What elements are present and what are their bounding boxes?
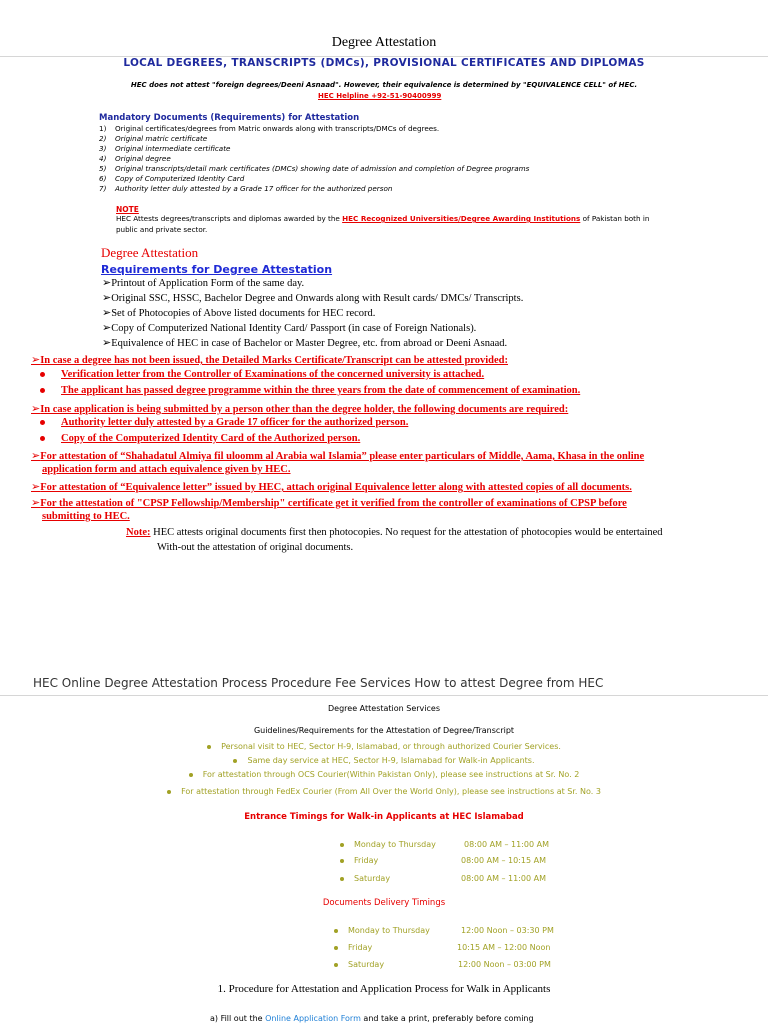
photocopy-note-line2: With-out the attestation of original documents.: [157, 542, 354, 553]
requirement-item: ➢Equivalence of HEC in case of Bachelor or Master Degree, etc. from abroad or Deeni Asnaad.: [102, 336, 508, 349]
note-text-line2: public and private sector.: [116, 225, 208, 234]
online-application-form-link[interactable]: Online Application Form: [265, 1014, 361, 1023]
guideline-bullet: For attestation through FedEx Courier (From All Over the World Only), please see instructions at Sr. No. 3: [0, 787, 768, 796]
list-item: 3) Original intermediate certificate: [99, 144, 231, 153]
procedure-step-a: a) Fill out the Online Application Form and take a print, preferably before coming: [210, 1014, 534, 1023]
foreign-degree-notice: HEC does not attest "foreign degrees/Deeni Asnaad". However, their equivalence is determined by "EQUIVALENCE CELL" of HEC.: [130, 81, 638, 89]
mandatory-heading: Mandatory Documents (Requirements) for Attestation: [99, 113, 360, 123]
requirement-item: ➢Set of Photocopies of Above listed documents for HEC record.: [102, 306, 376, 319]
note-label: Note:: [126, 527, 151, 538]
list-item: 6) Copy of Computerized Identity Card: [99, 174, 245, 183]
note-text: HEC Attests degrees/transcripts and diplomas awarded by the HEC Recognized Universities/Degree Awarding Institutions of Pakistan both in: [116, 214, 650, 223]
timing-row: Monday to Thursday: [340, 840, 436, 849]
requirement-item: ➢Original SSC, HSSC, Bachelor Degree and Onwards along with Result cards/ DMCs/ Transcripts.: [102, 291, 524, 304]
page-subtitle: LOCAL DEGREES, TRANSCRIPTS (DMCs), PROVISIONAL CERTIFICATES AND DIPLOMAS: [123, 57, 645, 69]
red-item: ➢In case a degree has not been issued, the Detailed Marks Certificate/Transcript can be attested provided:: [31, 353, 509, 366]
timing-row: Monday to Thursday: [334, 926, 430, 935]
online-process-title: HEC Online Degree Attestation Process Procedure Fee Services How to attest Degree from HEC: [33, 676, 604, 690]
timing-row: Friday: [334, 943, 372, 952]
red-item: ➢For attestation of “Equivalence letter” issued by HEC, attach original Equivalence letter along with attested copies of all documents.: [31, 480, 632, 493]
recognized-universities-link[interactable]: HEC Recognized Universities/Degree Awarding Institutions: [342, 214, 581, 223]
timing-row: Saturday: [334, 960, 384, 969]
timing-time: 08:00 AM – 10:15 AM: [461, 856, 547, 865]
red-item: ➢In case application is being submitted by a person other than the degree holder, the following documents are required:: [31, 402, 569, 415]
red-subitem: Verification letter from the Controller of Examinations of the concerned university is attached.: [40, 369, 484, 380]
timing-row: Friday: [340, 856, 378, 865]
guideline-bullet: Personal visit to HEC, Sector H-9, Islamabad, or through authorized Courier Services.: [0, 742, 768, 751]
list-item: 7) Authority letter duly attested by a Grade 17 officer for the authorized person: [99, 184, 393, 193]
red-subitem: Copy of the Computerized Identity Card of the Authorized person.: [40, 433, 360, 444]
guidelines-heading: Guidelines/Requirements for the Attestation of Degree/Transcript: [253, 726, 515, 735]
guideline-bullet: For attestation through OCS Courier(Within Pakistan Only), please see instructions at Sr. No. 2: [0, 770, 768, 779]
photocopy-note: Note: HEC attests original documents first then photocopies. No request for the attestation of photocopies would be entertained: [126, 527, 663, 538]
timing-time: 12:00 Noon – 03:30 PM: [461, 926, 554, 935]
red-item: ➢For the attestation of "CPSP Fellowship/Membership" certificate get it verified from the controller of examinations of CPSP before: [31, 496, 627, 509]
online-divider: [0, 695, 768, 696]
red-subitem: Authority letter duly attested by a Grade 17 officer for the authorized person.: [40, 417, 408, 428]
red-item-continued: submitting to HEC.: [42, 511, 130, 522]
red-item-continued: application form and attach equivalence given by HEC.: [42, 464, 291, 475]
hec-helpline[interactable]: HEC Helpline +92-51-90400999: [318, 92, 442, 100]
list-item: 5) Original transcripts/detail mark certificates (DMCs) showing date of admission and completion of Degree programs: [99, 164, 530, 173]
delivery-timings-heading: Documents Delivery Timings: [322, 898, 446, 908]
services-label: Degree Attestation Services: [328, 704, 440, 713]
guideline-bullet: Same day service at HEC, Sector H-9, Islamabad for Walk-in Applicants.: [0, 756, 768, 765]
note-label: NOTE: [116, 205, 139, 214]
page-title: Degree Attestation: [331, 35, 437, 50]
requirements-heading: Requirements for Degree Attestation: [101, 263, 333, 276]
timing-time: 08:00 AM – 11:00 AM: [461, 874, 547, 883]
timing-row: Saturday: [340, 874, 390, 883]
timing-time: 08:00 AM – 11:00 AM: [464, 840, 550, 849]
red-subitem: The applicant has passed degree programme within the three years from the date of commencement of examination.: [40, 385, 580, 396]
requirement-item: ➢Printout of Application Form of the same day.: [102, 276, 305, 289]
procedure-heading: 1. Procedure for Attestation and Application Process for Walk in Applicants: [217, 983, 551, 995]
timing-time: 12:00 Noon – 03:00 PM: [458, 960, 551, 969]
timing-time: 10:15 AM – 12:00 Noon: [457, 943, 551, 952]
entrance-timings-heading: Entrance Timings for Walk-in Applicants at HEC Islamabad: [244, 812, 524, 822]
section-title: Degree Attestation: [101, 245, 199, 260]
red-item: ➢For attestation of “Shahadatul Almiya fil uloomm al Arabia wal Islamia” please enter particulars of Middle, Aama, Khasa in the online: [31, 449, 645, 462]
list-item: 1) Original certificates/degrees from Matric onwards along with transcripts/DMCs of degrees.: [99, 124, 440, 133]
list-item: 2) Original matric certificate: [99, 134, 208, 143]
list-item: 4) Original degree: [99, 154, 171, 163]
requirement-item: ➢Copy of Computerized National Identity Card/ Passport (in case of Foreign Nationals).: [102, 321, 477, 334]
